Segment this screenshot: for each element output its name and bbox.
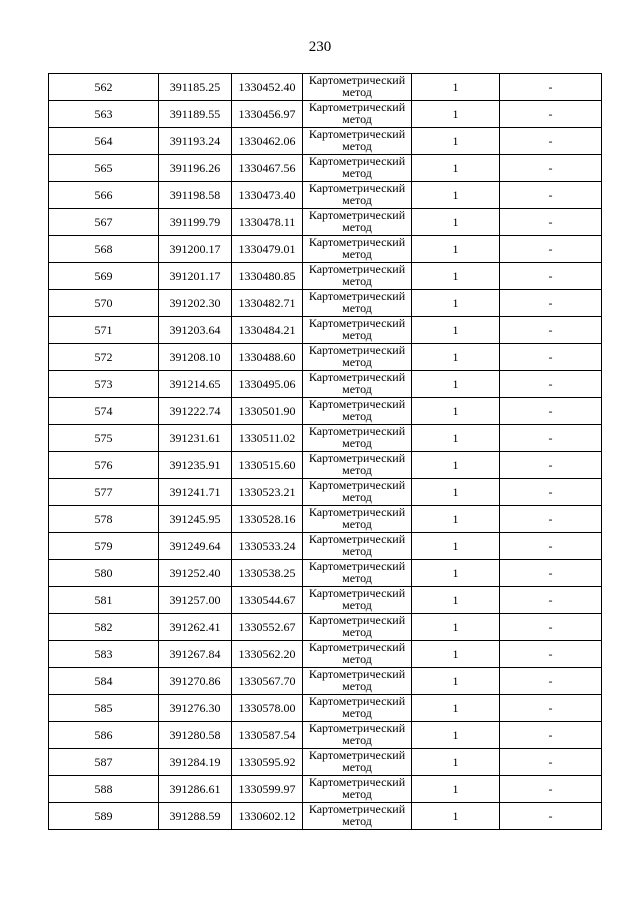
page-number: 230 xyxy=(308,39,332,55)
table-row xyxy=(49,776,602,803)
x-coordinate-cell: 391185.25 xyxy=(159,74,232,101)
table-row xyxy=(49,344,602,371)
note-cell: - xyxy=(500,371,602,398)
note-cell: - xyxy=(500,74,602,101)
x-coordinate-cell: 391249.64 xyxy=(159,533,232,560)
note-cell: - xyxy=(500,803,602,830)
x-coordinate-cell: 391235.91 xyxy=(159,452,232,479)
note-cell: - xyxy=(500,182,602,209)
method-text: Картометрический метод xyxy=(308,100,406,126)
method-text: Картометрический метод xyxy=(308,154,406,180)
x-coordinate-cell: 391222.74 xyxy=(159,398,232,425)
accuracy-cell: 1 xyxy=(412,182,500,209)
note-cell: - xyxy=(500,749,602,776)
point-number-cell: 571 xyxy=(49,317,159,344)
y-coordinate-cell: 1330599.97 xyxy=(232,776,303,803)
method-cell xyxy=(303,452,412,479)
point-number-cell: 581 xyxy=(49,587,159,614)
accuracy-cell: 1 xyxy=(412,560,500,587)
y-coordinate-cell: 1330587.54 xyxy=(232,722,303,749)
method-text: Картометрический метод xyxy=(308,505,406,531)
point-number-cell: 567 xyxy=(49,209,159,236)
point-number-cell: 588 xyxy=(49,776,159,803)
table-row xyxy=(49,452,602,479)
note-cell: - xyxy=(500,290,602,317)
table-row xyxy=(49,317,602,344)
note-cell: - xyxy=(500,452,602,479)
method-cell xyxy=(303,398,412,425)
method-text: Картометрический метод xyxy=(308,262,406,288)
x-coordinate-cell: 391267.84 xyxy=(159,641,232,668)
note-cell: - xyxy=(500,398,602,425)
accuracy-cell: 1 xyxy=(412,344,500,371)
note-cell: - xyxy=(500,263,602,290)
accuracy-cell: 1 xyxy=(412,533,500,560)
method-text: Картометрический метод xyxy=(308,181,406,207)
coordinates-table xyxy=(48,73,602,830)
table-row xyxy=(49,209,602,236)
table-row xyxy=(49,560,602,587)
method-text: Картометрический метод xyxy=(308,802,406,828)
x-coordinate-cell: 391196.26 xyxy=(159,155,232,182)
note-cell: - xyxy=(500,101,602,128)
accuracy-cell: 1 xyxy=(412,776,500,803)
y-coordinate-cell: 1330523.21 xyxy=(232,479,303,506)
point-number-cell: 569 xyxy=(49,263,159,290)
method-cell xyxy=(303,587,412,614)
point-number-cell: 585 xyxy=(49,695,159,722)
y-coordinate-cell: 1330473.40 xyxy=(232,182,303,209)
table-row xyxy=(49,425,602,452)
table-row xyxy=(49,749,602,776)
table-row xyxy=(49,722,602,749)
table-row xyxy=(49,263,602,290)
accuracy-cell: 1 xyxy=(412,722,500,749)
x-coordinate-cell: 391286.61 xyxy=(159,776,232,803)
x-coordinate-cell: 391288.59 xyxy=(159,803,232,830)
note-cell: - xyxy=(500,479,602,506)
note-cell: - xyxy=(500,344,602,371)
y-coordinate-cell: 1330456.97 xyxy=(232,101,303,128)
method-cell xyxy=(303,290,412,317)
table-row xyxy=(49,533,602,560)
note-cell: - xyxy=(500,155,602,182)
method-text: Картометрический метод xyxy=(308,586,406,612)
x-coordinate-cell: 391189.55 xyxy=(159,101,232,128)
point-number-cell: 566 xyxy=(49,182,159,209)
accuracy-cell: 1 xyxy=(412,317,500,344)
method-cell xyxy=(303,209,412,236)
point-number-cell: 564 xyxy=(49,128,159,155)
table-row xyxy=(49,695,602,722)
point-number-cell: 572 xyxy=(49,344,159,371)
method-text: Картометрический метод xyxy=(308,316,406,342)
x-coordinate-cell: 391201.17 xyxy=(159,263,232,290)
point-number-cell: 577 xyxy=(49,479,159,506)
method-text: Картометрический метод xyxy=(308,559,406,585)
method-text: Картометрический метод xyxy=(308,370,406,396)
table-row xyxy=(49,587,602,614)
accuracy-cell: 1 xyxy=(412,236,500,263)
point-number-cell: 575 xyxy=(49,425,159,452)
x-coordinate-cell: 391203.64 xyxy=(159,317,232,344)
table-row xyxy=(49,74,602,101)
method-cell xyxy=(303,344,412,371)
method-cell xyxy=(303,101,412,128)
point-number-cell: 563 xyxy=(49,101,159,128)
method-cell xyxy=(303,641,412,668)
accuracy-cell: 1 xyxy=(412,803,500,830)
method-text: Картометрический метод xyxy=(308,73,406,99)
y-coordinate-cell: 1330538.25 xyxy=(232,560,303,587)
table-row xyxy=(49,182,602,209)
y-coordinate-cell: 1330511.02 xyxy=(232,425,303,452)
point-number-cell: 568 xyxy=(49,236,159,263)
x-coordinate-cell: 391200.17 xyxy=(159,236,232,263)
point-number-cell: 580 xyxy=(49,560,159,587)
table-row xyxy=(49,398,602,425)
point-number-cell: 578 xyxy=(49,506,159,533)
point-number-cell: 582 xyxy=(49,614,159,641)
y-coordinate-cell: 1330552.67 xyxy=(232,614,303,641)
accuracy-cell: 1 xyxy=(412,452,500,479)
y-coordinate-cell: 1330484.21 xyxy=(232,317,303,344)
method-text: Картометрический метод xyxy=(308,451,406,477)
y-coordinate-cell: 1330602.12 xyxy=(232,803,303,830)
table-row xyxy=(49,290,602,317)
y-coordinate-cell: 1330467.56 xyxy=(232,155,303,182)
note-cell: - xyxy=(500,560,602,587)
x-coordinate-cell: 391214.65 xyxy=(159,371,232,398)
y-coordinate-cell: 1330482.71 xyxy=(232,290,303,317)
point-number-cell: 589 xyxy=(49,803,159,830)
accuracy-cell: 1 xyxy=(412,641,500,668)
y-coordinate-cell: 1330595.92 xyxy=(232,749,303,776)
y-coordinate-cell: 1330528.16 xyxy=(232,506,303,533)
x-coordinate-cell: 391231.61 xyxy=(159,425,232,452)
note-cell: - xyxy=(500,506,602,533)
accuracy-cell: 1 xyxy=(412,155,500,182)
x-coordinate-cell: 391241.71 xyxy=(159,479,232,506)
accuracy-cell: 1 xyxy=(412,290,500,317)
method-text: Картометрический метод xyxy=(308,343,406,369)
accuracy-cell: 1 xyxy=(412,371,500,398)
accuracy-cell: 1 xyxy=(412,425,500,452)
x-coordinate-cell: 391262.41 xyxy=(159,614,232,641)
table-row xyxy=(49,614,602,641)
accuracy-cell: 1 xyxy=(412,506,500,533)
note-cell: - xyxy=(500,668,602,695)
note-cell: - xyxy=(500,641,602,668)
table-row xyxy=(49,668,602,695)
method-text: Картометрический метод xyxy=(308,721,406,747)
method-cell xyxy=(303,128,412,155)
y-coordinate-cell: 1330533.24 xyxy=(232,533,303,560)
accuracy-cell: 1 xyxy=(412,479,500,506)
y-coordinate-cell: 1330462.06 xyxy=(232,128,303,155)
accuracy-cell: 1 xyxy=(412,101,500,128)
table-row xyxy=(49,803,602,830)
accuracy-cell: 1 xyxy=(412,749,500,776)
method-cell xyxy=(303,560,412,587)
method-cell xyxy=(303,695,412,722)
point-number-cell: 584 xyxy=(49,668,159,695)
method-text: Картометрический метод xyxy=(308,208,406,234)
method-text: Картометрический метод xyxy=(308,667,406,693)
accuracy-cell: 1 xyxy=(412,668,500,695)
x-coordinate-cell: 391252.40 xyxy=(159,560,232,587)
point-number-cell: 574 xyxy=(49,398,159,425)
y-coordinate-cell: 1330480.85 xyxy=(232,263,303,290)
y-coordinate-cell: 1330567.70 xyxy=(232,668,303,695)
method-cell xyxy=(303,749,412,776)
point-number-cell: 576 xyxy=(49,452,159,479)
accuracy-cell: 1 xyxy=(412,128,500,155)
y-coordinate-cell: 1330544.67 xyxy=(232,587,303,614)
table-row xyxy=(49,506,602,533)
note-cell: - xyxy=(500,209,602,236)
x-coordinate-cell: 391199.79 xyxy=(159,209,232,236)
method-cell xyxy=(303,722,412,749)
method-cell xyxy=(303,155,412,182)
table-row xyxy=(49,128,602,155)
accuracy-cell: 1 xyxy=(412,74,500,101)
method-text: Картометрический метод xyxy=(308,775,406,801)
note-cell: - xyxy=(500,533,602,560)
x-coordinate-cell: 391208.10 xyxy=(159,344,232,371)
point-number-cell: 583 xyxy=(49,641,159,668)
method-cell xyxy=(303,614,412,641)
method-cell xyxy=(303,803,412,830)
note-cell: - xyxy=(500,128,602,155)
note-cell: - xyxy=(500,614,602,641)
method-text: Картометрический метод xyxy=(308,613,406,639)
table-row xyxy=(49,155,602,182)
method-cell xyxy=(303,371,412,398)
x-coordinate-cell: 391257.00 xyxy=(159,587,232,614)
y-coordinate-cell: 1330478.11 xyxy=(232,209,303,236)
point-number-cell: 570 xyxy=(49,290,159,317)
method-cell xyxy=(303,533,412,560)
method-text: Картометрический метод xyxy=(308,127,406,153)
x-coordinate-cell: 391270.86 xyxy=(159,668,232,695)
x-coordinate-cell: 391245.95 xyxy=(159,506,232,533)
method-cell xyxy=(303,182,412,209)
x-coordinate-cell: 391280.58 xyxy=(159,722,232,749)
accuracy-cell: 1 xyxy=(412,587,500,614)
y-coordinate-cell: 1330488.60 xyxy=(232,344,303,371)
accuracy-cell: 1 xyxy=(412,263,500,290)
point-number-cell: 565 xyxy=(49,155,159,182)
accuracy-cell: 1 xyxy=(412,209,500,236)
table-row xyxy=(49,101,602,128)
method-text: Картометрический метод xyxy=(308,289,406,315)
note-cell: - xyxy=(500,236,602,263)
method-cell xyxy=(303,668,412,695)
x-coordinate-cell: 391284.19 xyxy=(159,749,232,776)
method-cell xyxy=(303,506,412,533)
y-coordinate-cell: 1330578.00 xyxy=(232,695,303,722)
method-text: Картометрический метод xyxy=(308,235,406,261)
method-text: Картометрический метод xyxy=(308,532,406,558)
method-cell xyxy=(303,74,412,101)
method-text: Картометрический метод xyxy=(308,640,406,666)
note-cell: - xyxy=(500,776,602,803)
method-cell xyxy=(303,479,412,506)
y-coordinate-cell: 1330495.06 xyxy=(232,371,303,398)
y-coordinate-cell: 1330515.60 xyxy=(232,452,303,479)
note-cell: - xyxy=(500,587,602,614)
method-cell xyxy=(303,236,412,263)
table-row xyxy=(49,371,602,398)
table-row xyxy=(49,236,602,263)
point-number-cell: 586 xyxy=(49,722,159,749)
table-row xyxy=(49,641,602,668)
note-cell: - xyxy=(500,425,602,452)
accuracy-cell: 1 xyxy=(412,695,500,722)
table-row xyxy=(49,479,602,506)
method-text: Картометрический метод xyxy=(308,748,406,774)
x-coordinate-cell: 391202.30 xyxy=(159,290,232,317)
method-text: Картометрический метод xyxy=(308,478,406,504)
x-coordinate-cell: 391198.58 xyxy=(159,182,232,209)
y-coordinate-cell: 1330452.40 xyxy=(232,74,303,101)
point-number-cell: 562 xyxy=(49,74,159,101)
accuracy-cell: 1 xyxy=(412,398,500,425)
point-number-cell: 587 xyxy=(49,749,159,776)
method-text: Картометрический метод xyxy=(308,424,406,450)
x-coordinate-cell: 391193.24 xyxy=(159,128,232,155)
y-coordinate-cell: 1330479.01 xyxy=(232,236,303,263)
accuracy-cell: 1 xyxy=(412,614,500,641)
y-coordinate-cell: 1330501.90 xyxy=(232,398,303,425)
method-text: Картометрический метод xyxy=(308,694,406,720)
table-body xyxy=(49,74,602,830)
method-cell xyxy=(303,425,412,452)
note-cell: - xyxy=(500,317,602,344)
method-text: Картометрический метод xyxy=(308,397,406,423)
method-cell xyxy=(303,317,412,344)
note-cell: - xyxy=(500,695,602,722)
point-number-cell: 573 xyxy=(49,371,159,398)
note-cell: - xyxy=(500,722,602,749)
x-coordinate-cell: 391276.30 xyxy=(159,695,232,722)
method-cell xyxy=(303,776,412,803)
y-coordinate-cell: 1330562.20 xyxy=(232,641,303,668)
point-number-cell: 579 xyxy=(49,533,159,560)
method-cell xyxy=(303,263,412,290)
